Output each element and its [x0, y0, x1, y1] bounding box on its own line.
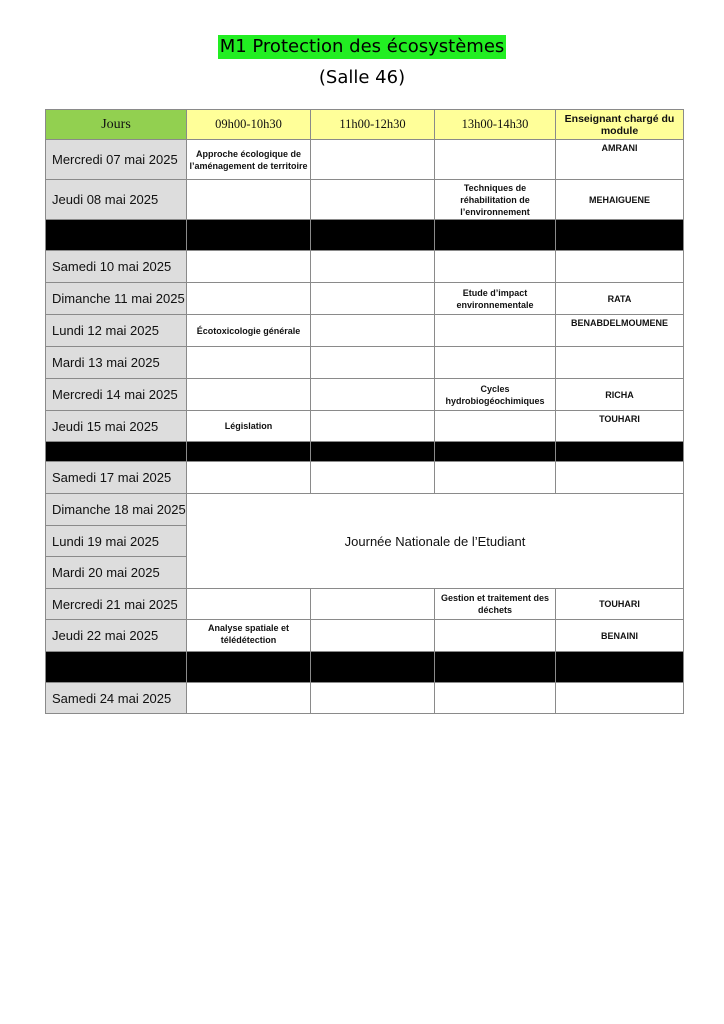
day-cell: Mercredi 21 mai 2025: [46, 589, 187, 620]
course-cell: [311, 620, 435, 652]
header-slot1: 09h00-10h30: [187, 110, 311, 140]
table-row: [46, 462, 684, 494]
separator-cell: [46, 442, 187, 462]
header-teacher: Enseignant chargé du module: [556, 110, 684, 140]
course-cell: [435, 251, 556, 283]
course-cell: [311, 411, 435, 442]
separator-cell: [435, 652, 556, 683]
day-cell: Mercredi 14 mai 2025: [46, 379, 187, 411]
day-cell: Jeudi 15 mai 2025: [46, 411, 187, 442]
table-row: [46, 283, 684, 315]
course-cell: Écotoxicologie générale: [187, 315, 311, 347]
teacher-cell: [556, 683, 684, 714]
course-cell: Analyse spatiale et télédétection: [187, 620, 311, 652]
separator-cell: [187, 652, 311, 683]
header-jours: Jours: [46, 110, 187, 140]
day-cell: Mardi 20 mai 2025: [46, 557, 187, 589]
separator-cell: [556, 220, 684, 251]
table-row: [46, 411, 684, 442]
day-cell: Lundi 12 mai 2025: [46, 315, 187, 347]
separator-cell: [187, 220, 311, 251]
course-cell: [187, 379, 311, 411]
course-cell: [187, 683, 311, 714]
page-subtitle: (Salle 46): [318, 67, 406, 88]
table-row: [46, 620, 684, 652]
course-cell: [311, 283, 435, 315]
separator-row: [46, 652, 684, 683]
schedule-table: [45, 109, 684, 714]
course-cell: [311, 140, 435, 180]
teacher-cell: BENABDELMOUMENE: [556, 315, 684, 347]
teacher-cell: RICHA: [556, 379, 684, 411]
course-cell: [435, 683, 556, 714]
day-cell: Jeudi 08 mai 2025: [46, 180, 187, 220]
course-cell: [435, 140, 556, 180]
course-cell: Gestion et traitement des déchets: [435, 589, 556, 620]
course-cell: [311, 462, 435, 494]
table-row: [46, 140, 684, 180]
holiday-cell: Journée Nationale de l’Etudiant: [187, 494, 684, 589]
teacher-cell: [556, 347, 684, 379]
header-slot3: 13h00-14h30: [435, 110, 556, 140]
teacher-cell: TOUHARI: [556, 411, 684, 442]
table-row: [46, 589, 684, 620]
course-cell: [187, 180, 311, 220]
course-cell: [187, 462, 311, 494]
course-cell: [187, 283, 311, 315]
separator-cell: [435, 442, 556, 462]
separator-cell: [556, 652, 684, 683]
table-row: [46, 315, 684, 347]
course-cell: [187, 347, 311, 379]
table-row: [46, 683, 684, 714]
day-cell: Dimanche 18 mai 2025: [46, 494, 187, 526]
day-cell: Samedi 17 mai 2025: [46, 462, 187, 494]
separator-cell: [311, 220, 435, 251]
separator-cell: [187, 442, 311, 462]
course-cell: Etude d’impact environnementale: [435, 283, 556, 315]
separator-cell: [556, 442, 684, 462]
course-cell: [311, 379, 435, 411]
separator-cell: [311, 442, 435, 462]
separator-cell: [46, 652, 187, 683]
teacher-cell: [556, 462, 684, 494]
course-cell: [435, 411, 556, 442]
separator-row: [46, 442, 684, 462]
course-cell: [435, 462, 556, 494]
day-cell: Samedi 24 mai 2025: [46, 683, 187, 714]
teacher-cell: MEHAIGUENE: [556, 180, 684, 220]
teacher-cell: TOUHARI: [556, 589, 684, 620]
separator-row: [46, 220, 684, 251]
course-cell: Approche écologique de l’aménagement de territoire: [187, 140, 311, 180]
separator-cell: [435, 220, 556, 251]
table-row: [46, 379, 684, 411]
course-cell: Législation: [187, 411, 311, 442]
day-cell: Dimanche 11 mai 2025: [46, 283, 187, 315]
table-row: [46, 251, 684, 283]
course-cell: [187, 589, 311, 620]
title-wrap: [0, 35, 724, 59]
table-row: [46, 494, 684, 526]
day-cell: Mercredi 07 mai 2025: [46, 140, 187, 180]
course-cell: [435, 620, 556, 652]
course-cell: [311, 315, 435, 347]
course-cell: Cycles hydrobiogéochimiques: [435, 379, 556, 411]
teacher-cell: AMRANI: [556, 140, 684, 180]
table-row: [46, 347, 684, 379]
table-row: [46, 180, 684, 220]
separator-cell: [46, 220, 187, 251]
course-cell: [187, 251, 311, 283]
page-title: M1 Protection des écosystèmes: [219, 36, 505, 57]
day-cell: Samedi 10 mai 2025: [46, 251, 187, 283]
course-cell: [311, 683, 435, 714]
day-cell: Lundi 19 mai 2025: [46, 526, 187, 557]
header-row: [46, 110, 684, 140]
course-cell: Techniques de réhabilitation de l’environnement: [435, 180, 556, 220]
day-cell: Mardi 13 mai 2025: [46, 347, 187, 379]
header-slot2: 11h00-12h30: [311, 110, 435, 140]
course-cell: [311, 347, 435, 379]
separator-cell: [311, 652, 435, 683]
course-cell: [311, 180, 435, 220]
teacher-cell: BENAINI: [556, 620, 684, 652]
course-cell: [435, 347, 556, 379]
day-cell: Jeudi 22 mai 2025: [46, 620, 187, 652]
teacher-cell: [556, 251, 684, 283]
course-cell: [435, 315, 556, 347]
teacher-cell: RATA: [556, 283, 684, 315]
course-cell: [311, 589, 435, 620]
course-cell: [311, 251, 435, 283]
